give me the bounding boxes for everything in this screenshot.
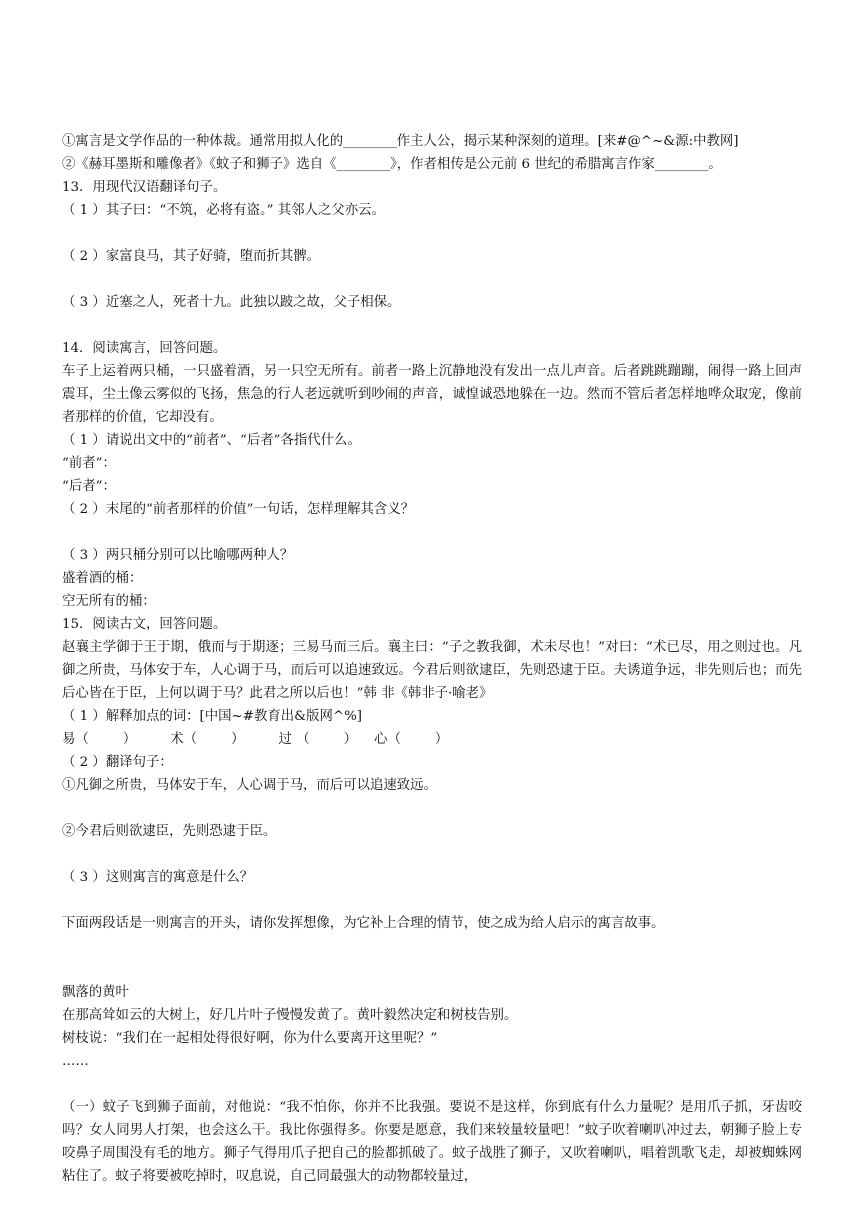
q14-answer-latter: “后者”： [62, 479, 116, 494]
q15-item-1: （ 1 ）解释加点的词：[中国~#教育出&版网^%] [62, 709, 363, 724]
fable-writing-prompt: 下面两段话是一则寓言的开头，请你发挥想像，为它补上合理的情节，使之成为给人启示的寓言故事。 [62, 916, 665, 931]
q15-item-2: （ 2 ）翻译句子： [62, 755, 173, 770]
q13-item-2: （ 2 ）家富良马，其子好骑，堕而折其髀。 [62, 249, 321, 264]
fill-blank-line-2: ②《赫耳墨斯和雕像者》《蚊子和狮子》选自《________》，作者相传是公元前 6 世纪的希腊寓言作家________。 [62, 157, 722, 172]
q14-item-2: （ 2 ）末尾的“前者那样的价值”一句话，怎样理解其含义？ [62, 502, 415, 517]
fable-line-1: 在那高耸如云的大树上，好几片叶子慢慢发黄了。黄叶毅然决定和树枝告别。 [62, 1008, 518, 1023]
q15-translate-1: ①凡御之所贵，马体安于车，人心调于马，而后可以追速致远。 [62, 778, 437, 793]
q14-item-3: （ 3 ）两只桶分别可以比喻哪两种人？ [62, 548, 294, 563]
q14-answer-former: “前者”： [62, 456, 116, 471]
fable-line-2: 树枝说：“我们在一起相处得很好啊，你为什么要离开这里呢？” [62, 1031, 438, 1046]
q13-item-1: （ 1 ）其子曰：“不筑，必将有盗。” 其邻人之父亦云。 [62, 203, 385, 218]
q14-item-1: （ 1 ）请说出文中的“前者”、“后者”各指代什么。 [62, 433, 361, 448]
q14-passage: 车子上运着两只桶，一只盛着酒，另一只空无所有。前者一路上沉静地没有发出一点儿声音。后者跳跳蹦蹦，闹得一路上回声震耳，尘土像云雾似的飞扬，焦急的行人老远就听到吵闹的声音，诚惶诚恐地躲在一边。然而不管后者怎样地哗众取宠，像前者那样的价值，它却没有。 [62, 364, 802, 425]
question-13-heading: 13．用现代汉语翻译句子。 [62, 180, 227, 195]
q15-word-blanks: 易（ ） 术（ ） 过 （ ） 心（ ） [62, 732, 449, 747]
q15-translate-2: ②今君后则欲逮臣，先则恐逮于臣。 [62, 824, 277, 839]
fable-title: 飘落的黄叶 [62, 985, 129, 1000]
q13-item-3: （ 3 ）近塞之人，死者十九。此独以跛之故，父子相保。 [62, 295, 401, 310]
q14-answer-empty-bucket: 空无所有的桶： [62, 594, 156, 609]
q15-passage: 赵襄主学御于王于期，俄而与于期逐；三易马而三后。襄主曰：“子之教我御，术未尽也！”对曰：“术已尽，用之则过也。凡御之所贵，马体安于车，人心调于马，而后可以追速致远。今君后则欲逮臣，先则恐逮于臣。夫诱道争远，非先则后也；而先后心皆在于臣，上何以调于马？此君之所以后也！”韩 非《韩非子·喻老》 [62, 640, 802, 701]
fill-blank-line-1: ①寓言是文学作品的一种体裁。通常用拟人化的________作主人公，揭示某种深刻的道理。[来#@^~&源:中教网] [62, 134, 739, 149]
q15-item-3: （ 3 ）这则寓言的寓意是什么？ [62, 870, 254, 885]
mosquito-lion-passage: （一）蚊子飞到狮子面前，对他说：“我不怕你，你并不比我强。要说不是这样，你到底有什么力量呢？是用爪子抓，牙齿咬吗？女人同男人打架，也会这么干。我比你强得多。你要是愿意，我们来较量较量吧！”蚊子吹着喇叭冲过去，朝狮子脸上专咬鼻子周围没有毛的地方。狮子气得用爪子把自己的脸都抓破了。蚊子战胜了狮子，又吹着喇叭，唱着凯歌飞走，却被蜘蛛网粘住了。蚊子将要被吃掉时，叹息说，自己同最强大的动物都较量过， [62, 1100, 802, 1184]
question-15-heading: 15．阅读古文，回答问题。 [62, 617, 227, 632]
document-page [62, 130, 802, 1188]
q14-answer-wine-bucket: 盛着酒的桶： [62, 571, 143, 586]
fable-ellipsis: …… [62, 1054, 89, 1069]
question-14-heading: 14．阅读寓言，回答问题。 [62, 341, 227, 356]
